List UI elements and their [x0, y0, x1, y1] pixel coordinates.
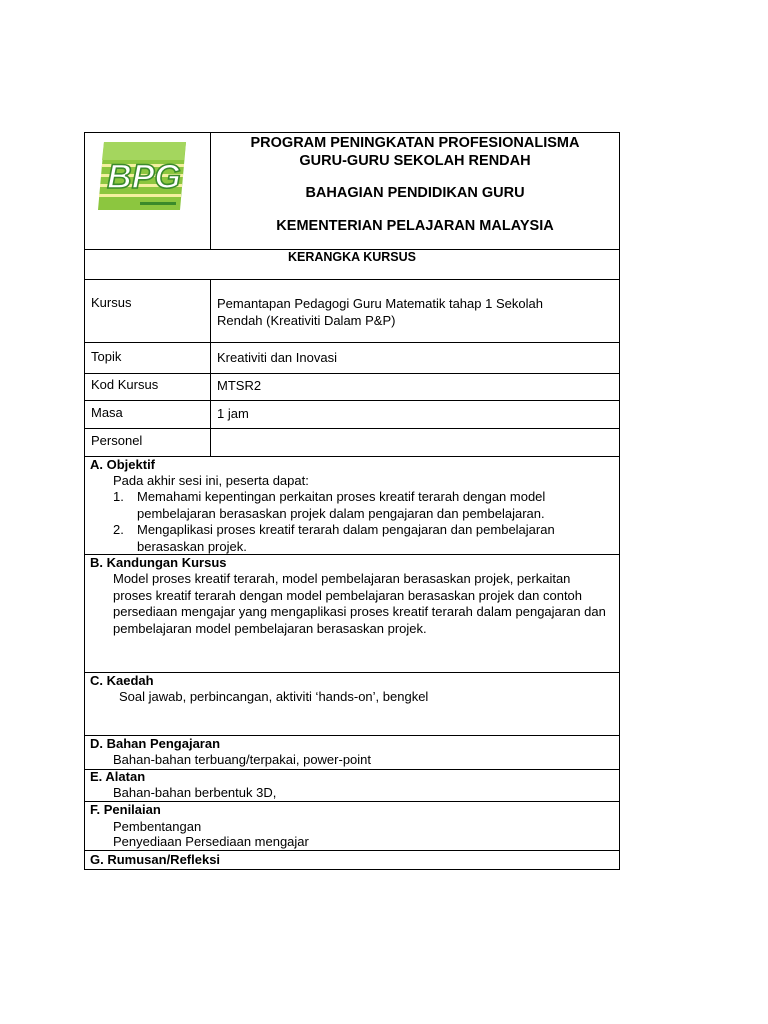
list-text: Memahami kepentingan perkaitan proses kreatif terarah dengan model pembelajaran berasaskan projek dalam pengajaran dan pembelajaran.	[137, 489, 546, 521]
document-subtitle: KERANGKA KURSUS	[287, 250, 416, 264]
field-label-topik: Topik	[91, 349, 122, 364]
section-b-text: Model proses kreatif terarah, model pembelajaran berasaskan projek, perkaitan proses kreatif terarah dengan model pembelajaran berasaskan projek dan contoh persediaan mengajar yang mengaplikasi proses kreatif terarah dalam pengajaran dan pembelajaran model pembelajaran berasaskan projek.	[113, 571, 606, 636]
list-text: Mengaplikasi proses kreatif terarah dalam pengajaran dan pembelajaran berasaskan projek.	[137, 522, 555, 554]
section-e-title: E. Alatan	[90, 769, 146, 784]
table-border	[84, 428, 620, 429]
list-number: 1.	[113, 489, 124, 504]
field-label-kod-kursus: Kod Kursus	[91, 377, 159, 392]
field-value-kursus: Pemantapan Pedagogi Guru Matematik tahap 1 Sekolah Rendah (Kreativiti Dalam P&P)	[217, 296, 543, 328]
list-item	[113, 489, 593, 522]
field-label-personel: Personel	[91, 433, 143, 448]
section-d-text: Bahan-bahan terbuang/terpakai, power-point	[113, 752, 372, 767]
list-number: 2.	[113, 522, 124, 537]
field-label-kursus: Kursus	[91, 295, 132, 310]
section-e-text: Bahan-bahan berbentuk 3D,	[113, 785, 277, 800]
table-border	[84, 342, 620, 343]
table-border	[84, 456, 620, 457]
table-border	[84, 373, 620, 374]
table-border	[84, 769, 620, 770]
field-label-masa: Masa	[91, 405, 123, 420]
bpg-logo	[96, 138, 194, 214]
table-border	[84, 132, 620, 133]
section-a-intro: Pada akhir sesi ini, peserta dapat:	[113, 473, 309, 488]
header-line-1: PROGRAM PENINGKATAN PROFESIONALISMA	[250, 135, 580, 151]
header-line-3: BAHAGIAN PENDIDIKAN GURU	[305, 185, 525, 201]
header-line-2: GURU-GURU SEKOLAH RENDAH	[299, 153, 531, 169]
field-value-kod-kursus: MTSR2	[217, 378, 262, 393]
header-line-4: KEMENTERIAN PELAJARAN MALAYSIA	[276, 218, 554, 234]
table-border	[619, 132, 620, 870]
section-f-title: F. Penilaian	[90, 802, 161, 817]
section-c-title: C. Kaedah	[90, 673, 154, 688]
field-value-topik: Kreativiti dan Inovasi	[217, 350, 337, 365]
field-value-masa: 1 jam	[217, 406, 249, 421]
table-border	[84, 869, 620, 870]
section-d-title: D. Bahan Pengajaran	[90, 736, 221, 751]
table-border	[210, 279, 211, 457]
section-f-line-1: Pembentangan	[113, 819, 202, 834]
section-g-title: G. Rumusan/Refleksi	[90, 852, 221, 867]
section-a-title: A. Objektif	[90, 457, 156, 472]
objective-list	[113, 489, 593, 555]
section-b-title: B. Kandungan Kursus	[90, 555, 227, 570]
svg-text:BPG: BPG	[107, 158, 181, 196]
table-border	[84, 132, 85, 870]
table-border	[84, 400, 620, 401]
table-border	[84, 279, 620, 280]
table-border	[84, 672, 620, 673]
list-item	[113, 522, 593, 555]
section-c-text: Soal jawab, perbincangan, aktiviti ‘hands-on’, bengkel	[119, 689, 429, 704]
section-f-line-2: Penyediaan Persediaan mengajar	[113, 834, 309, 849]
